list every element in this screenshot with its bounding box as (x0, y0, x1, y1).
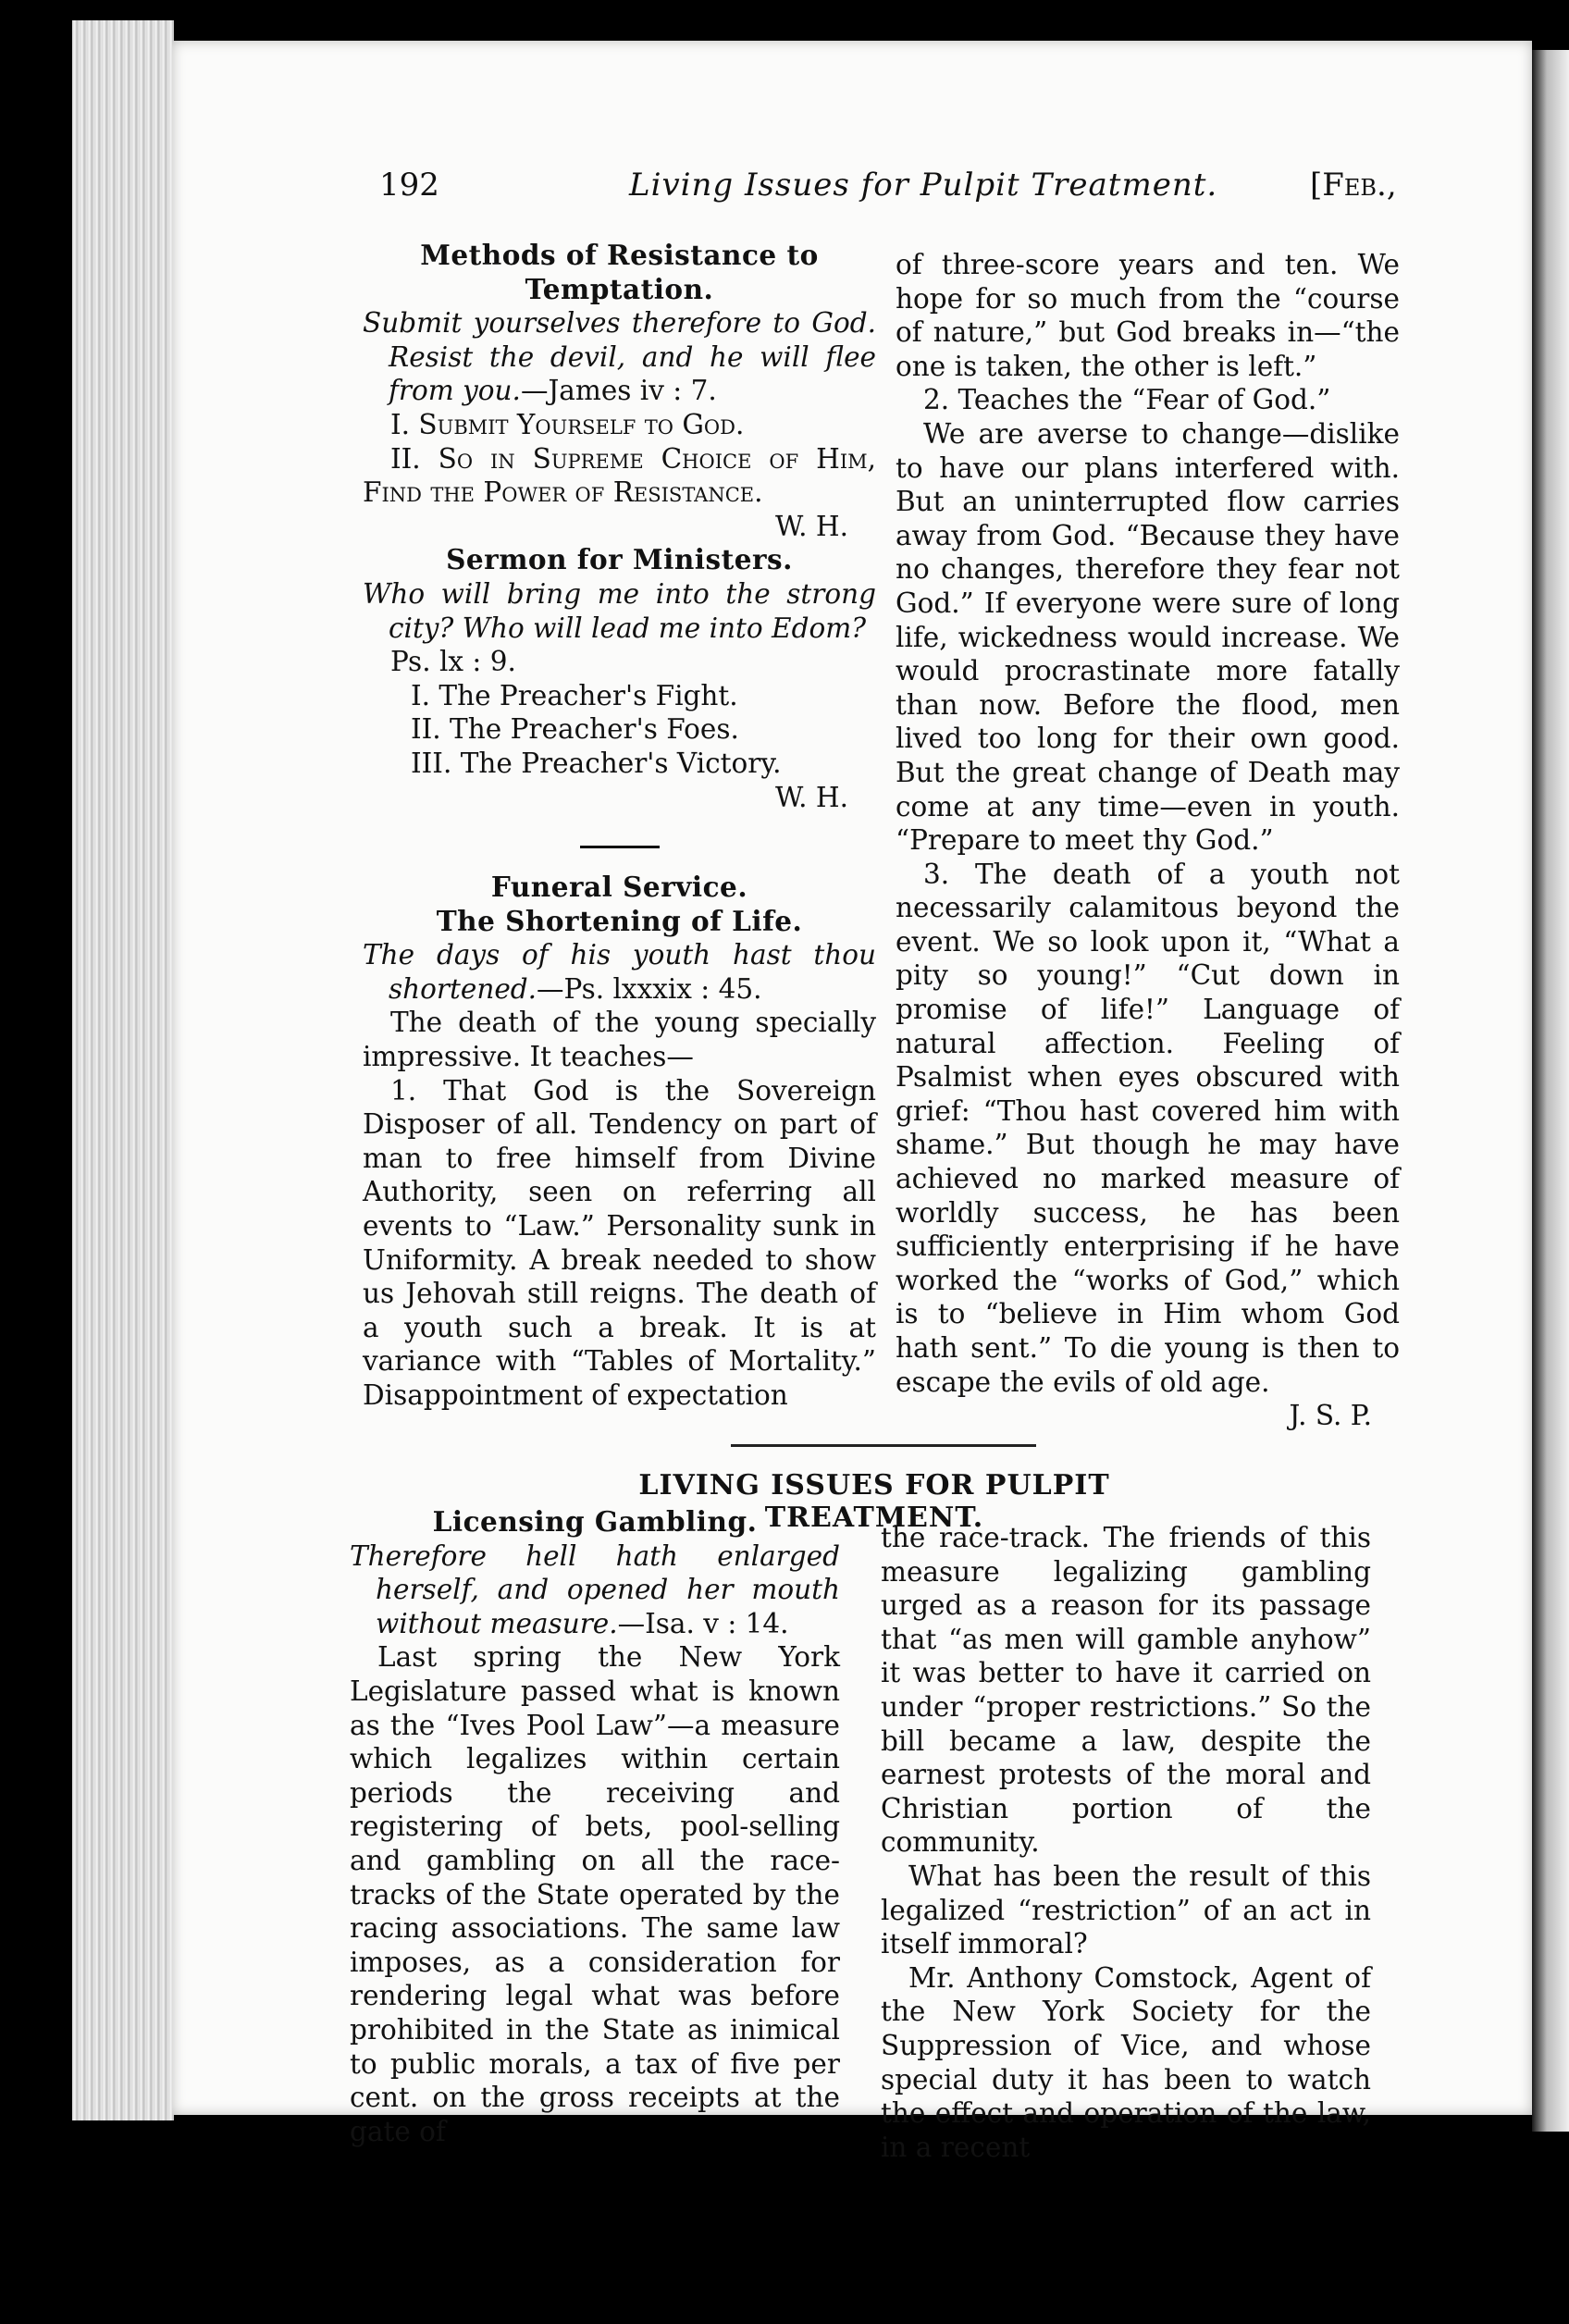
methods-point-1: I. Submit Yourself to God. (390, 408, 745, 440)
right-column-bottom (881, 1521, 1371, 2164)
methods-reference: —James iv : 7. (520, 375, 717, 407)
methods-scripture: Submit yourselves therefore to God. Resist the devil, and he will flee from you. (363, 307, 876, 407)
sermon-scripture: Who will bring me into the strong city? Who will lead me into Edom? (363, 577, 876, 644)
left-column-top (363, 239, 876, 1413)
funeral-heading: Funeral Service. (490, 871, 748, 904)
month-tag: [Feb., (1310, 167, 1397, 204)
gambling-reference: —Isa. v : 14. (617, 1607, 789, 1639)
funeral-paragraph-2: 1. That God is the Sovereign Disposer of all. Tendency on part of man to free himself from Divine Authority, seen on referring all events to “Law.” Personality sunk in Uniformity. A break needed to show us Jehovah still reigns. The death of a youth such a break. It is at variance with “Tables of Mortality.” Disappointment of expectation (363, 1074, 876, 1411)
sermon-heading: Sermon for Ministers. (446, 543, 793, 576)
sermon-point-3: III. The Preacher's Victory. (411, 747, 782, 779)
funeral-paragraph-4: 2. Teaches the “Fear of God.” (923, 384, 1331, 416)
funeral-reference: —Ps. lxxxix : 45. (537, 972, 762, 1005)
methods-point-2: II. So in Supreme Choice of Him, Find the Power of Resistance. (363, 442, 876, 509)
gambling-scripture: Therefore hell hath enlarged herself, and opened her mouth without measure. (350, 1539, 840, 1639)
funeral-scripture: The days of his youth hast thou shortened. (363, 939, 876, 1005)
gambling-paragraph-3: What has been the result of this legalized “restriction” of an act in itself immoral? (881, 1860, 1371, 1960)
sermon-reference: Ps. lx : 9. (390, 646, 516, 678)
section-rule (731, 1444, 1036, 1447)
funeral-paragraph-5: We are averse to change—dislike to have our plans interfered with. But an uninterrupted flow carries away from God. “Because they have no changes, therefore they fear not God.” If everyone were sure of long life, wickedness would increase. We would procrastinate more fatally than now. Before the flood, men lived too long for their own good. But the great change of Death may come at any time—even in youth. “Prepare to meet thy God.” (896, 417, 1400, 857)
gambling-heading: Licensing Gambling. (432, 1505, 758, 1538)
left-column-bottom (350, 1505, 840, 2148)
book-page-edges (72, 20, 174, 2120)
running-title: Living Issues for Pulpit Treatment. (629, 167, 1218, 204)
methods-heading: Methods of Resistance to Temptation. (420, 239, 819, 305)
funeral-paragraph-1: The death of the young specially impressive. It teaches— (363, 1007, 876, 1073)
page-number: 192 (379, 167, 439, 204)
funeral-paragraph-3: of three-score years and ten. We hope for so much from the “course of nature,” but God breaks in—“the one is taken, the other is left.” (896, 249, 1400, 382)
sermon-point-1: I. The Preacher's Fight. (411, 679, 738, 711)
sermon-signature: W. H. (774, 781, 848, 813)
gambling-paragraph-2: the race-track. The friends of this measure legalizing gambling urged as a reason for its passage that “as men will gamble anyhow” it was better to have it carried on under “proper restrictions.” So the bill became a law, despite the earnest protests of the moral and Christian portion of the community. (881, 1522, 1371, 1859)
funeral-subheading: The Shortening of Life. (436, 904, 803, 937)
right-page-edge (1532, 50, 1569, 2132)
right-column-top (896, 248, 1400, 1433)
sermon-point-2: II. The Preacher's Foes. (411, 713, 739, 746)
section-title: LIVING ISSUES FOR PULPIT TREATMENT. (638, 1469, 1110, 1534)
gambling-paragraph-1: Last spring the New York Legislature passed what is known as the “Ives Pool Law”—a measure which legalizes within certain periods the receiving and registering of bets, pool-selling and gambling on all the race-tracks of the State operated by the racing associations. The same law imposes, as a consideration for rendering legal what was before prohibited in the State as inimical to public morals, a tax of five per cent. on the gross receipts at the gate of (350, 1641, 840, 2147)
funeral-paragraph-6: 3. The death of a youth not necessarily calamitous beyond the event. We so look upon it, “What a pity so young!” “Cut down in promise of life!” Language of natural affection. Feeling of Psalmist when eyes obscured with grief: “Thou hast covered him with shame.” But though he may have achieved no marked measure of worldly success, he has been sufficiently enterprising if he have worked the “works of God,” which is to “believe in Him whom God hath sent.” To die young is then to escape the evils of old age. (896, 858, 1400, 1398)
methods-signature: W. H. (774, 510, 848, 542)
section-divider (580, 846, 660, 848)
gambling-paragraph-4: Mr. Anthony Comstock, Agent of the New York Society for the Suppression of Vice, and whose special duty it has been to watch the effect and operation of the law, in a recent (881, 1961, 1371, 2163)
funeral-signature: J. S. P. (1289, 1400, 1372, 1432)
